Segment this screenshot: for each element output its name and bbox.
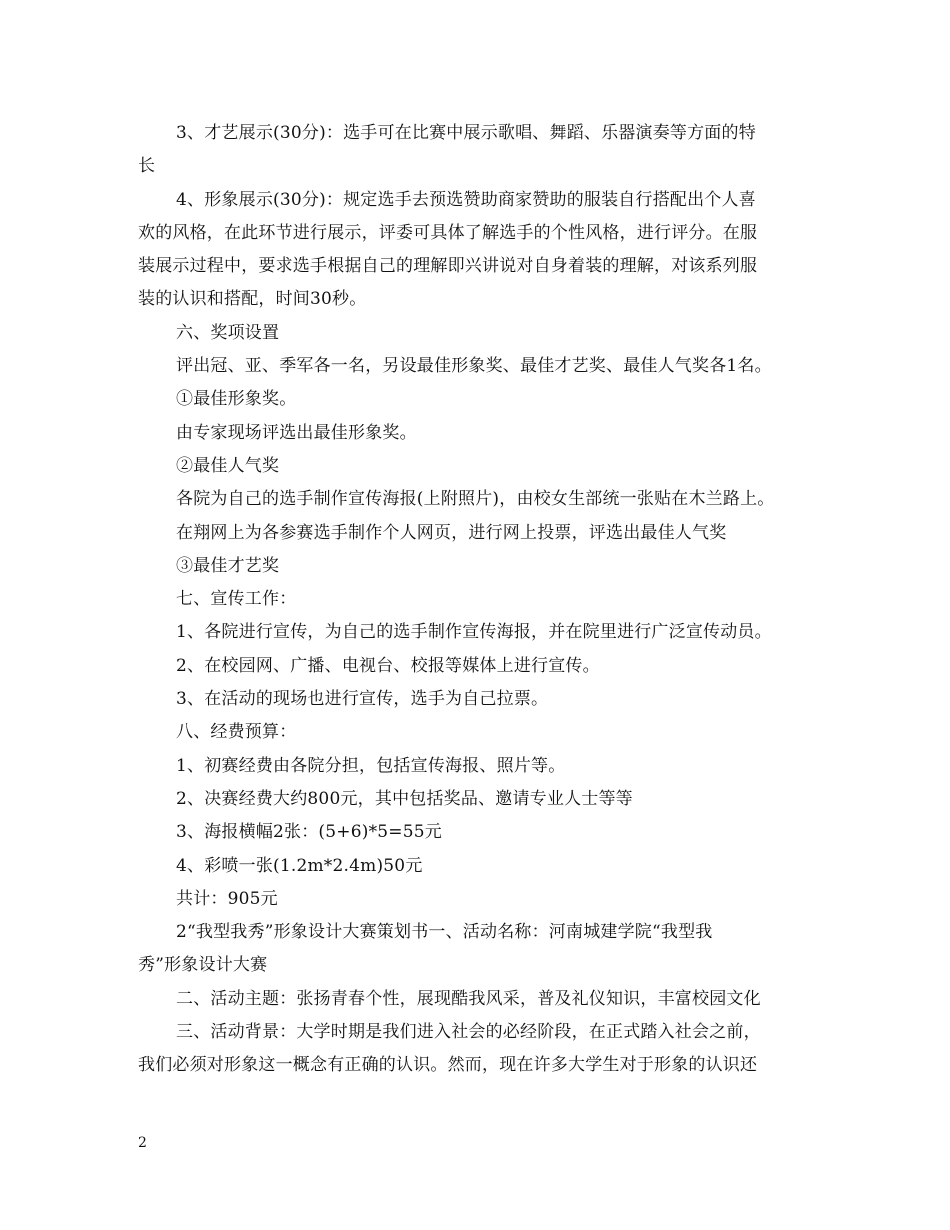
text-line: 装的认识和搭配，时间30秒。: [138, 289, 367, 310]
text-line: 评出冠、亚、季军各一名，另设最佳形象奖、最佳才艺奖、最佳人气奖各1名。: [176, 356, 772, 377]
text-line: 装展示过程中，要求选手根据自己的理解即兴讲说对自身着装的理解，对该系列服: [138, 256, 758, 277]
text-line: 欢的风格，在此环节进行展示，评委可具体了解选手的个性风格，进行评分。在服: [138, 222, 758, 243]
text-line: 1、初赛经费由各院分担，包括宣传海报、照片等。: [176, 755, 566, 776]
text-line: 3、在活动的现场也进行宣传，选手为自己拉票。: [176, 689, 549, 710]
text-line: 由专家现场评选出最佳形象奖。: [176, 422, 417, 443]
text-line: 各院为自己的选手制作宣传海报(上附照片)，由校女生部统一张贴在木兰路上。: [176, 489, 775, 510]
text-line: 2“我型我秀”形象设计大赛策划书一、活动名称：河南城建学院“我型我: [176, 922, 713, 943]
page-number: 2: [138, 1135, 147, 1151]
text-line: 秀”形象设计大赛: [138, 955, 268, 976]
text-line: 长: [138, 156, 156, 177]
text-line: 3、海报横幅2张：(5+6)*5=55元: [176, 822, 442, 843]
document-body: [138, 117, 818, 1083]
text-line: 三、活动背景：大学时期是我们进入社会的必经阶段，在正式踏入社会之前，: [176, 1022, 761, 1043]
text-line: 二、活动主题：张扬青春个性，展现酷我风采，普及礼仪知识，丰富校园文化: [176, 988, 761, 1009]
text-line: 六、奖项设置: [176, 322, 280, 343]
text-line: 1、各院进行宣传，为自己的选手制作宣传海报，并在院里进行广泛宣传动员。: [176, 622, 772, 643]
text-line: 七、宣传工作：: [176, 589, 297, 610]
text-line: ②最佳人气奖: [176, 455, 280, 476]
text-line: 共计：905元: [176, 888, 278, 909]
text-line: 4、彩喷一张(1.2m*2.4m)50元: [176, 855, 423, 876]
text-line: ①最佳形象奖。: [176, 389, 297, 410]
text-line: 八、经费预算：: [176, 722, 297, 743]
text-line: ③最佳才艺奖: [176, 555, 280, 576]
text-line: 在翔网上为各参赛选手制作个人网页，进行网上投票，评选出最佳人气奖: [176, 522, 727, 543]
text-line: 2、决赛经费大约800元，其中包括奖品、邀请专业人士等等: [176, 788, 633, 809]
text-line: 我们必须对形象这一概念有正确的认识。然而，现在许多大学生对于形象的认识还: [138, 1055, 758, 1076]
text-line: 4、形象展示(30分)：规定选手去预选赞助商家赞助的服装自行搭配出个人喜: [176, 189, 756, 210]
text-line: 2、在校园网、广播、电视台、校报等媒体上进行宣传。: [176, 655, 600, 676]
text-line: 3、才艺展示(30分)：选手可在比赛中展示歌唱、舞蹈、乐器演奏等方面的特: [176, 123, 756, 143]
